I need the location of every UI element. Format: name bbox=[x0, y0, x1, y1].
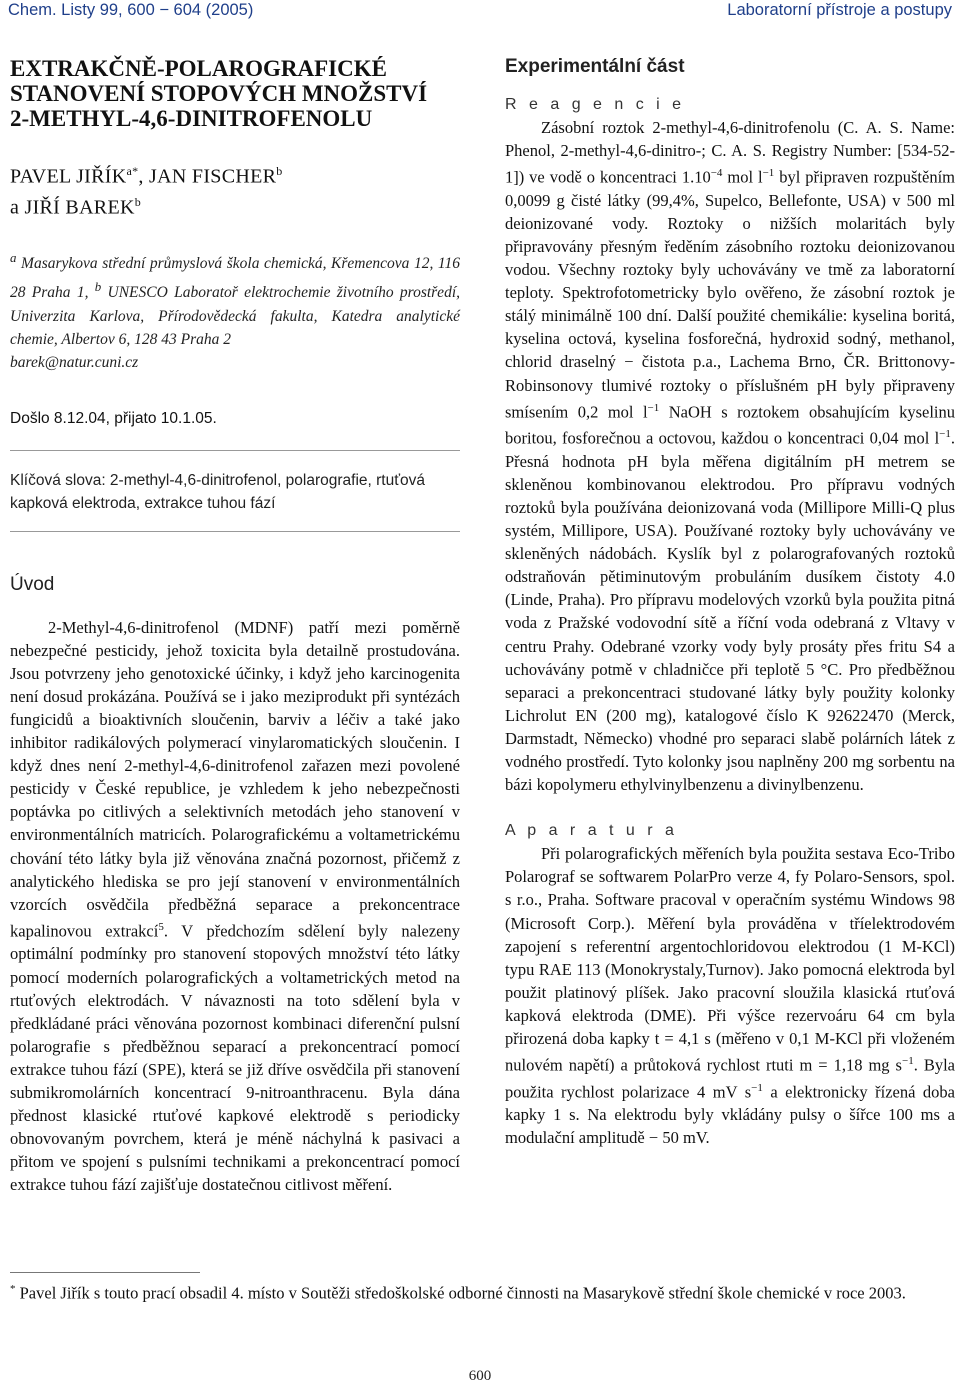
author-separator: , bbox=[138, 165, 150, 188]
apparatus-text: a elektronicky řízená doba kapky 1 s. Na elektrodu byly vkládány pulsy o šířce 100 ms a modulační amplitudě − 50 mV. bbox=[505, 1082, 955, 1148]
experimental-heading: Experimentální část bbox=[505, 56, 685, 77]
reagents-heading: R e a g e n c i e bbox=[505, 96, 686, 113]
apparatus-text: Při polarografických měřeních byla použita sestava Eco-Tribo Polarograf se softwarem PolarPro verze 4, fy Polaro-Sensors, spol. s r.o., Praha. Software pracoval v operačním systému Windows 98 (Microsoft Corp.). Měření byla prováděna v tříelektrodovém zapojení s referentní argentochloridovou elektrodou (1 M-KCl) typu RAE 113 (Monokrystaly,Turnov). Jako pomocná elektroda byl použit platinový plíšek. Jako pracovní sloužila klasická rtuťová kapková elektroda (DME). Při výšce rezervoáru 64 cm byla přirozená doba kapky t = 4,1 s (měřeno v 0,1 M-KCl při vloženém nulovém napětí) a průtoková rychlost rtuti m = 1,18 mg s bbox=[505, 844, 955, 1075]
authors bbox=[10, 159, 460, 220]
apparatus-paragraph bbox=[505, 842, 955, 1149]
divider bbox=[10, 450, 460, 451]
author-name: JIŘÍ BAREK bbox=[24, 196, 135, 219]
affiliation-a: Masarykova střední průmyslová škola chemická, Křemencova 12, 116 28 Praha 1, bbox=[10, 255, 460, 302]
author-name: JAN FISCHER bbox=[149, 165, 277, 188]
intro-text-1: 2-Methyl-4,6-dinitrofenol (MDNF) patří mezi poměrně nebezpečné pesticidy, jehož toxicita byla detailně prostudována. Jsou potvrzeny jeho genotoxické účinky, i když jeho karcinogenita není dosud prokázána. Používá se i jako meziprodukt při syntézách fungicidů a bioaktivních sloučenin, barviv a léčiv a také jako inhibitor radikálových polymerací vinylaromatických sloučenin. I když dnes není 2-methyl-4,6-dinitrofenol zařazen mezi povolené pesticidy v České republice, je vzhledem k jeho nebezpečnosti poptávka po citlivých a selektivních metodách jeho stanovení v environmentálních matricích. Polarografickému a voltametrickému chování této látky byla již věnována značná pozornost, přičemž z analytického hlediska se pro její stanovení v environmentálních vzorcích osvědčila předběžná separace a prekoncentrace kapalinovou extrakcí bbox=[10, 617, 460, 941]
apparatus-heading: A p a r a t u r a bbox=[505, 822, 678, 840]
received-dates: Došlo 8.12.04, přijato 10.1.05. bbox=[10, 409, 217, 427]
intro-heading: Úvod bbox=[10, 573, 55, 595]
affiliation-sup: b bbox=[94, 279, 102, 295]
journal-citation: Chem. Listy 99, 600 − 604 (2005) bbox=[8, 1, 254, 19]
footnote-marker: * bbox=[10, 1283, 16, 1295]
left-column bbox=[10, 56, 460, 1213]
exponent: −1 bbox=[901, 1055, 914, 1068]
author-sup: a* bbox=[126, 164, 139, 178]
title-line: 2-METHYL-4,6-DINITROFENOLU bbox=[10, 106, 373, 131]
title-line: EXTRAKČNĚ-POLAROGRAFICKÉ bbox=[10, 56, 387, 81]
affiliation-b: UNESCO Laboratoř elektrochemie životního prostředí, Univerzita Karlova, Přírodovědecká fakulta, Katedra analytické chemie, Albertov 6, 128 43 Praha 2 bbox=[10, 284, 460, 348]
page-number: 600 bbox=[468, 1368, 492, 1384]
exponent: −4 bbox=[710, 167, 723, 180]
keywords: Klíčová slova: 2-methyl-4,6-dinitrofenol, polarografie, rtuťová kapková elektroda, extrakce tuhou fází bbox=[10, 471, 426, 512]
exponent: −1 bbox=[751, 1081, 763, 1094]
exponent: −1 bbox=[939, 428, 951, 441]
exponent: −1 bbox=[647, 401, 660, 414]
section-label: Laboratorní přístroje a postupy bbox=[727, 1, 952, 19]
reagents-paragraph bbox=[505, 116, 955, 796]
reference-sup: 5 bbox=[158, 920, 164, 933]
reagents-text: NaOH s roztokem obsahujícím kyselinu boritou, fosforečnou a octovou, každou o koncentraci 0,04 mol l bbox=[505, 402, 955, 448]
footnote-divider bbox=[10, 1272, 200, 1273]
author-name: PAVEL JIŘÍK bbox=[10, 165, 127, 188]
apparatus-text: . Byla použita rychlost polarizace 4 mV s bbox=[505, 1055, 955, 1102]
divider bbox=[10, 531, 460, 532]
reagents-text: Zásobní roztok 2-methyl-4,6-dinitrofenolu (C. A. S. Name: Phenol, 2-methyl-4,6-dinitro-; C. A. S. Registry Number: [534-52-1]) ve vodě o koncentraci 1.10 bbox=[505, 118, 955, 187]
footnote bbox=[10, 1278, 950, 1305]
title-line: STANOVENÍ STOPOVÝCH MNOŽSTVÍ bbox=[10, 81, 428, 106]
right-column bbox=[505, 56, 955, 1149]
footnote-text: Pavel Jiřík s touto prací obsadil 4. místo v Soutěži středoškolské odborné činnosti na Masarykově střední škole chemické v roce 2003. bbox=[15, 1283, 906, 1303]
running-header bbox=[8, 0, 952, 24]
affiliation-sup: a bbox=[10, 250, 17, 266]
email: barek@natur.cuni.cz bbox=[10, 353, 139, 371]
reagents-text: mol l bbox=[722, 167, 763, 187]
intro-paragraph bbox=[10, 616, 460, 1197]
article-title bbox=[10, 56, 460, 131]
author-sup: b bbox=[134, 194, 142, 209]
exponent: −1 bbox=[762, 167, 775, 180]
author-and: a bbox=[10, 196, 25, 219]
intro-text-2: . V předchozím sdělení byly nalezeny optimální podmínky pro stanovení stopových množství této látky pomocí moderních polarografických a voltametrických metod na rtuťových elektrodách. V návaznosti na toto sdělení byla v předkládané práci věnována pozornost kombinaci diferenční pulsní polarografie s předběžnou separací a prekoncentrací pomocí extrakce tuhou fází (SPE), která se již dříve osvědčila při stanovení submikromolárních koncentrací 9-nitroanthracenu. Byla dána přednost klasické rtuťové kapkové elektrodě s periodicky obnovovaným povrchem, která je méně náchylná k pasivaci a přitom ve spojení s pulsními technikami a prekoncentrací pomocí extrakce tuhou fází zajišťuje dostatečnou citlivost měření. bbox=[10, 921, 460, 1195]
affiliations bbox=[10, 246, 460, 373]
reagents-text: byl připraven rozpuštěním 0,0099 g čisté látky (99,4%, Supelco, Bellefonte, USA) v 500 ml deionizované vody. Roztoky o nižších molaritách byly připravovány přesným ředěním zásobního roztoku deionizovanou vodou. Všechny roztoky byly uchovávány ve tmě za laboratorní teploty. Spektrofotometricky bylo ověřeno, že zásobní roztok je stálý minimálně 100 dní. Další použité chemikálie: kyselina boritá, kyselina octová, kyselina fosforečná, hydroxid sodný, methanol, chlorid draselný − čistota p.a., Lachema Brno, ČR. Brittonovy-Robinsonovy tlumivé roztoky o příslušném pH byly připraveny smísením 0,2 mol l bbox=[505, 167, 956, 422]
author-sup: b bbox=[276, 164, 283, 178]
reagents-text: . Přesná hodnota pH byla měřena digitálním pH metrem se skleněnou kombinovanou elektrodou. Pro přípravu vodných roztoků byla používána deionizovaná voda (Millipore Milli-Q plus systém, Millipore, USA). Používané roztoky byly uchovávány ve skleněných nádobách. Kyslík byl z polarografovaných roztoků odstraňován pětiminutovým probuláním dusíkem čistoty 4.0 (Linde, Praha). Pro přípravu modelových vzorků byla použita pitná voda z Pražské vodovodní sítě a říční voda odebraná z Vltavy v centru Prahy. Odebrané vzorky vody byly prosáty přes fritu S4 a uchovávány potmě v chladničce při teplotě 5 °C. Pro předběžnou separaci a prekoncentraci studované látky byly použity kolonky Lichrolut EN (200 mg), katalogové číslo K 92622470 (Merck, Darmstadt, Německo) vhodné pro separaci slabě polárních látek z vodného prostředí. Tyto kolonky jsou naplněny 200 mg sorbentu na bázi kopolymeru ethylvinylbenzenu a divinylbenzenu. bbox=[505, 428, 955, 795]
